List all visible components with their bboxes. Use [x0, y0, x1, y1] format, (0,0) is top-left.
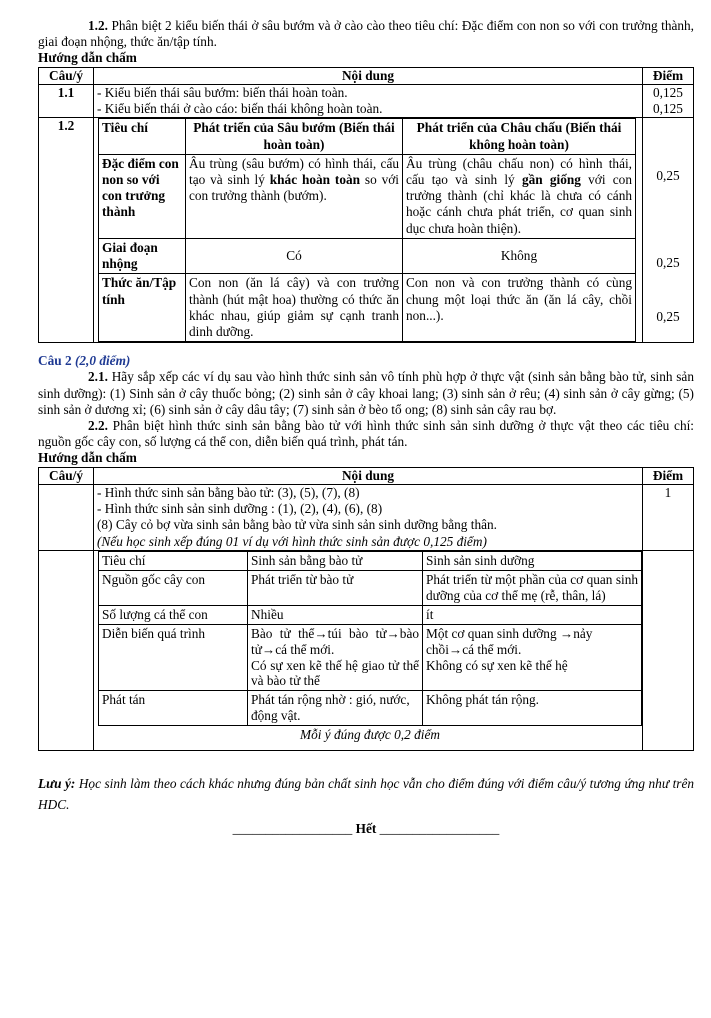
question-title: Câu 2 [38, 353, 75, 369]
bao-tu-cell: Nhiều [248, 605, 423, 624]
text-part: Không có sự xen kẽ thế hệ [426, 657, 568, 673]
question-1-2 [38, 18, 694, 50]
row-cau-1-1: 1.1 [39, 84, 94, 117]
grading-table-2 [38, 467, 694, 751]
grading-table-1 [38, 67, 694, 344]
score-note: Mỗi ý đúng được 0,2 điểm [300, 727, 440, 743]
bold-text: khác hoàn toàn [269, 171, 361, 187]
question-2-heading [38, 353, 694, 369]
sau-buom-cell: Có [186, 238, 403, 273]
chau-chau-cell: Con non và con trưởng thành có cùng chung một loại thức ăn (ăn lá cây, chồi non...). [403, 274, 636, 342]
row-cau-empty [39, 484, 94, 550]
footnote [38, 773, 694, 816]
question-2-1 [38, 369, 694, 418]
inner-header-tieu-chi: Tiêu chí [99, 551, 248, 570]
question-text: Phân biệt hình thức sinh sản bằng bào tử với hình thức sinh sản sinh dưỡng ở thực vật theo các tiêu chí: nguồn gốc cây con, số lượng cá thể con, diễn biến quá trình, phát tán. [38, 418, 694, 450]
question-2-2 [38, 418, 694, 450]
row-cau-1-2: 1.2 [39, 118, 94, 343]
criterion-cell: Nguồn gốc cây con [99, 570, 248, 605]
col-header-diem: Điểm [643, 67, 694, 84]
inner-header-chau-chau: Phát triển của Châu chấu (Biến thái không hoàn toàn) [403, 119, 636, 154]
criterion-cell: Thức ăn/Tập tính [99, 274, 186, 342]
criterion-cell: Phát tán [99, 691, 248, 726]
end-marker [38, 821, 694, 837]
col-header-cau: Câu/ý [39, 67, 94, 84]
question-text: Hãy sắp xếp các ví dụ sau vào hình thức sinh sản vô tính phù hợp ở thực vật (sinh sản bằng bào tử, sinh sản sinh dưỡng): (1) Sinh sản ở cây thuốc bỏng; (2) sinh sản ở cây khoai lang; (3) sinh sản ở rêu; (4) sinh sản ở cây gừng; (5) sinh sản ở dương xỉ; (6) sinh sản ở cây dâu tây; (7) sinh sản ở bèo tổ ong; (8) sinh sản cây rau bợ. [38, 369, 694, 417]
sau-buom-cell: Con non (ăn lá cây) và con trưởng thành (hút mật hoa) thường có thức ăn khác nhau, giúp giảm sự cạnh tranh dinh dưỡng. [186, 274, 403, 342]
score-value: 0,125 [653, 84, 683, 100]
score-value: 0,25 [656, 168, 680, 184]
inner-table-cell [94, 118, 643, 343]
row-score [643, 118, 694, 343]
col-header-cau: Câu/ý [39, 467, 94, 484]
row-cau-empty [39, 550, 94, 750]
footnote-text: Học sinh làm theo cách khác nhưng đúng bản chất sinh học vẫn cho điểm đúng với điểm câu/ý tương ứng như trên HDC. [38, 775, 694, 812]
sinh-duong-cell [423, 624, 642, 691]
document-page [38, 18, 694, 837]
end-rule: __________________ [379, 821, 500, 837]
row-score: 1 [643, 484, 694, 550]
sau-buom-cell [186, 154, 403, 238]
question-number: 1.2. [88, 18, 108, 33]
text-part: Âu trùng (châu chấu non) có hình thái, cấu tạo và sinh lý [406, 155, 632, 187]
sinh-duong-cell: ít [423, 605, 642, 624]
bold-text: gần giống [521, 171, 581, 187]
comparison-table-1 [98, 118, 636, 342]
inner-header-sinh-duong: Sinh sản sinh dưỡng [423, 551, 642, 570]
chau-chau-cell [403, 154, 636, 238]
content-note: (Nếu học sinh xếp đúng 01 ví dụ với hình thức sinh sản được 0,125 điểm) [97, 533, 487, 549]
col-header-diem: Điểm [643, 467, 694, 484]
score-value: 0,25 [656, 308, 680, 324]
content-line: - Kiểu biến thái ở cào cáo: biến thái không hoàn toàn. [97, 101, 383, 117]
question-text: Phân biệt 2 kiểu biến thái ở sâu bướm và ở cào cào theo tiêu chí: Đặc điểm con non so với con trưởng thành, giai đoạn nhộng, thức ăn/tập tính. [38, 18, 694, 50]
end-word: Hết [352, 821, 380, 837]
row-score [643, 550, 694, 750]
row-content [94, 484, 643, 550]
sinh-duong-cell: Phát triển từ một phần của cơ quan sinh dưỡng của cơ thể mẹ (rễ, thân, lá) [423, 570, 642, 605]
inner-header-bao-tu: Sinh sản bằng bào tử [248, 551, 423, 570]
text-part: Có sự xen kẽ thế hệ giao tử thể và bào tử thể [251, 657, 419, 689]
bao-tu-cell: Phát tán rộng nhờ : gió, nước, động vật. [248, 691, 423, 726]
content-line: - Hình thức sinh sản sinh dưỡng : (1), (2), (4), (6), (8) [97, 501, 383, 517]
inner-table-cell [94, 550, 643, 750]
content-line: - Kiểu biến thái sâu bướm: biến thái hoàn toàn. [97, 84, 348, 100]
criterion-cell: Diễn biến quá trình [99, 624, 248, 691]
content-line: - Hình thức sinh sản bằng bào tử: (3), (5), (7), (8) [97, 484, 360, 500]
criterion-cell: Giai đoạn nhộng [99, 238, 186, 273]
criterion-cell: Đặc điểm con non so với con trưởng thành [99, 154, 186, 238]
sinh-duong-cell: Không phát tán rộng. [423, 691, 642, 726]
inner-header-tieu-chi: Tiêu chí [99, 119, 186, 154]
bao-tu-cell: Phát triển từ bào tử [248, 570, 423, 605]
comparison-table-2 [98, 551, 642, 727]
text-part: Một cơ quan sinh dưỡng →nảy chồi→cá thể mới. [426, 625, 593, 657]
text-part: so với con trưởng thành (bướm). [189, 171, 399, 204]
question-number: 2.2. [88, 418, 108, 434]
text-part: Bào tử thể→túi bào tử→bào tử→cá thể mới. [251, 625, 419, 657]
text-part: Âu trùng (sâu bướm) có hình thái, cấu tạo và sinh lý [189, 155, 399, 187]
col-header-noi-dung: Nội dung [94, 467, 643, 484]
score-value: 0,125 [653, 101, 683, 117]
bao-tu-cell [248, 624, 423, 691]
score-value: 0,25 [656, 254, 680, 270]
footnote-label: Lưu ý: [38, 775, 76, 791]
content-line: (8) Cây cỏ bợ vừa sinh sản bằng bào tử vừa sinh sản sinh dưỡng bằng thân. [97, 517, 497, 533]
inner-header-sau-buom: Phát triển của Sâu bướm (Biến thái hoàn toàn) [186, 119, 403, 154]
end-rule: __________________ [232, 821, 353, 837]
guide-heading: Hướng dẫn chấm [38, 50, 137, 66]
row-content [94, 84, 643, 117]
criterion-cell: Số lượng cá thể con [99, 605, 248, 624]
question-number: 2.1. [88, 369, 108, 385]
row-score [643, 84, 694, 117]
chau-chau-cell: Không [403, 238, 636, 273]
col-header-noi-dung: Nội dung [94, 67, 643, 84]
guide-heading: Hướng dẫn chấm [38, 450, 137, 466]
text-part: với con trưởng thành (chỉ khác là chưa có cánh hoặc cánh chưa phát triển, cơ quan sinh dục chưa hoàn thiện). [406, 171, 632, 236]
question-points: (2,0 điểm) [74, 353, 131, 369]
